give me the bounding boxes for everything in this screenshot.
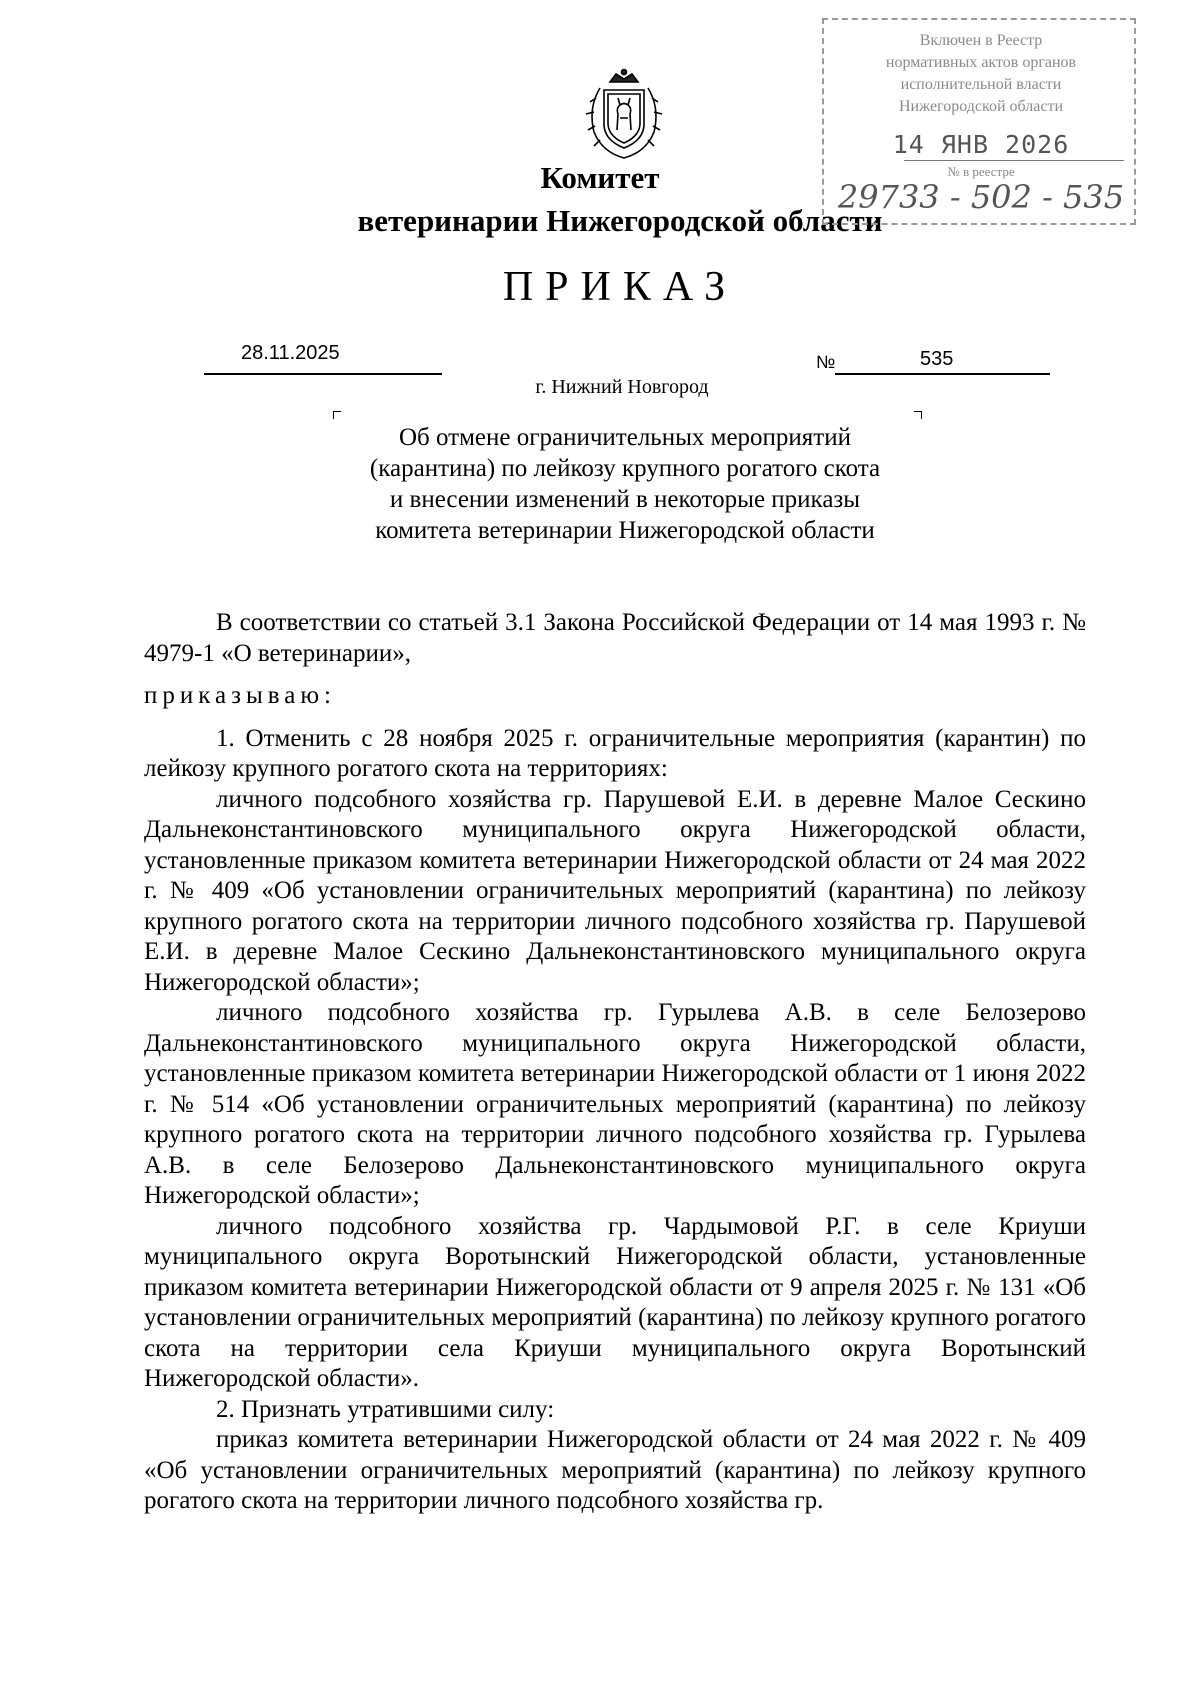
number-underline <box>835 373 1050 375</box>
item-1c-paragraph: личного подсобного хозяйства гр. Чардымовой Р.Г. в селе Криуши муниципального округа Воротынский Нижегородской области, установленные приказом комитета ветеринарии Нижегородской области от 9 апреля 2025 г. № 131 «Об установлении ограничительных мероприятий (карантина) по лейкозу крупного рогатого скота на территории села Криуши муниципального округа Воротынский Нижегородской области». <box>144 1212 1086 1392</box>
city-line: г. Нижний Новгород <box>535 376 709 398</box>
item-2-paragraph: 2. Признать утратившими силу: <box>216 1395 555 1423</box>
registry-stamp <box>822 18 1136 225</box>
stamp-registry-number: 29733 - 502 - 535 <box>837 178 1125 216</box>
document-type-title: ПРИКАЗ <box>502 264 738 310</box>
stamp-text: Включен в Реестр нормативных актов органов исполнительной власти Нижегородской области <box>885 32 1077 115</box>
order-body <box>144 608 1086 1517</box>
order-number: 535 <box>920 348 954 370</box>
subject-line: Об отмене ограничительных мероприятий <box>398 424 851 451</box>
stamp-number-label: № в реестре <box>947 164 1015 179</box>
subject-line: комитета ветеринарии Нижегородской области <box>375 517 875 544</box>
organization-subtitle: ветеринарии Нижегородской области <box>357 203 883 238</box>
subject-line: (карантина) по лейкозу крупного рогатого скота <box>369 455 881 482</box>
order-number-label: № <box>816 352 836 372</box>
subject-line: и внесении изменений в некоторые приказы <box>389 486 861 513</box>
subject-bracket-left <box>333 411 341 419</box>
item-2a-paragraph: приказ комитета ветеринарии Нижегородской области от 24 мая 2022 г. № 409 «Об установлении ограничительных мероприятий (карантина) по лейкозу крупного рогатого скота на территории личного подсобного хозяйства гр. <box>144 1426 1086 1514</box>
item-1b-paragraph: личного подсобного хозяйства гр. Гурылева А.В. в селе Белозерово Дальнеконстантиновского муниципального округа Нижегородской области, установленные приказом комитета ветеринарии Нижегородской области от 1 июня 2022 г. № 514 «Об установлении ограничительных мероприятий (карантина) по лейкозу крупного рогатого скота на территории личного подсобного хозяйства гр. Гурылева А.В. в селе Белозерово Дальнеконстантиновского муниципального округа Нижегородской области»; <box>144 999 1086 1209</box>
preamble-paragraph: В соответствии со статьей 3.1 Закона Российской Федерации от 14 мая 1993 г. № 4979-1 «О ветеринарии», <box>144 609 1086 667</box>
stamp-date: 14 ЯНВ 2026 <box>892 130 1070 159</box>
order-word: приказываю: <box>144 682 336 709</box>
order-date: 28.11.2025 <box>241 342 340 364</box>
coat-of-arms-icon <box>580 68 668 162</box>
date-underline <box>204 373 442 375</box>
subject-bracket-right <box>914 411 922 419</box>
item-1-paragraph: 1. Отменить с 28 ноября 2025 г. ограничительные мероприятия (карантин) по лейкозу крупного рогатого скота на территориях: <box>144 724 1086 782</box>
item-1a-paragraph: личного подсобного хозяйства гр. Парушевой Е.И. в деревне Малое Сескино Дальнеконстантиновского муниципального округа Нижегородской области, установленные приказом комитета ветеринарии Нижегородской области от 24 мая 2022 г. № 409 «Об установлении ограничительных мероприятий (карантина) по лейкозу крупного рогатого скота на территории личного подсобного хозяйства гр. Парушевой Е.И. в деревне Малое Сескино Дальнеконстантиновского муниципального округа Нижегородской области»; <box>144 785 1086 996</box>
organization-title: Комитет <box>540 160 660 195</box>
stamp-divider <box>904 160 1124 161</box>
order-subject <box>340 422 910 546</box>
